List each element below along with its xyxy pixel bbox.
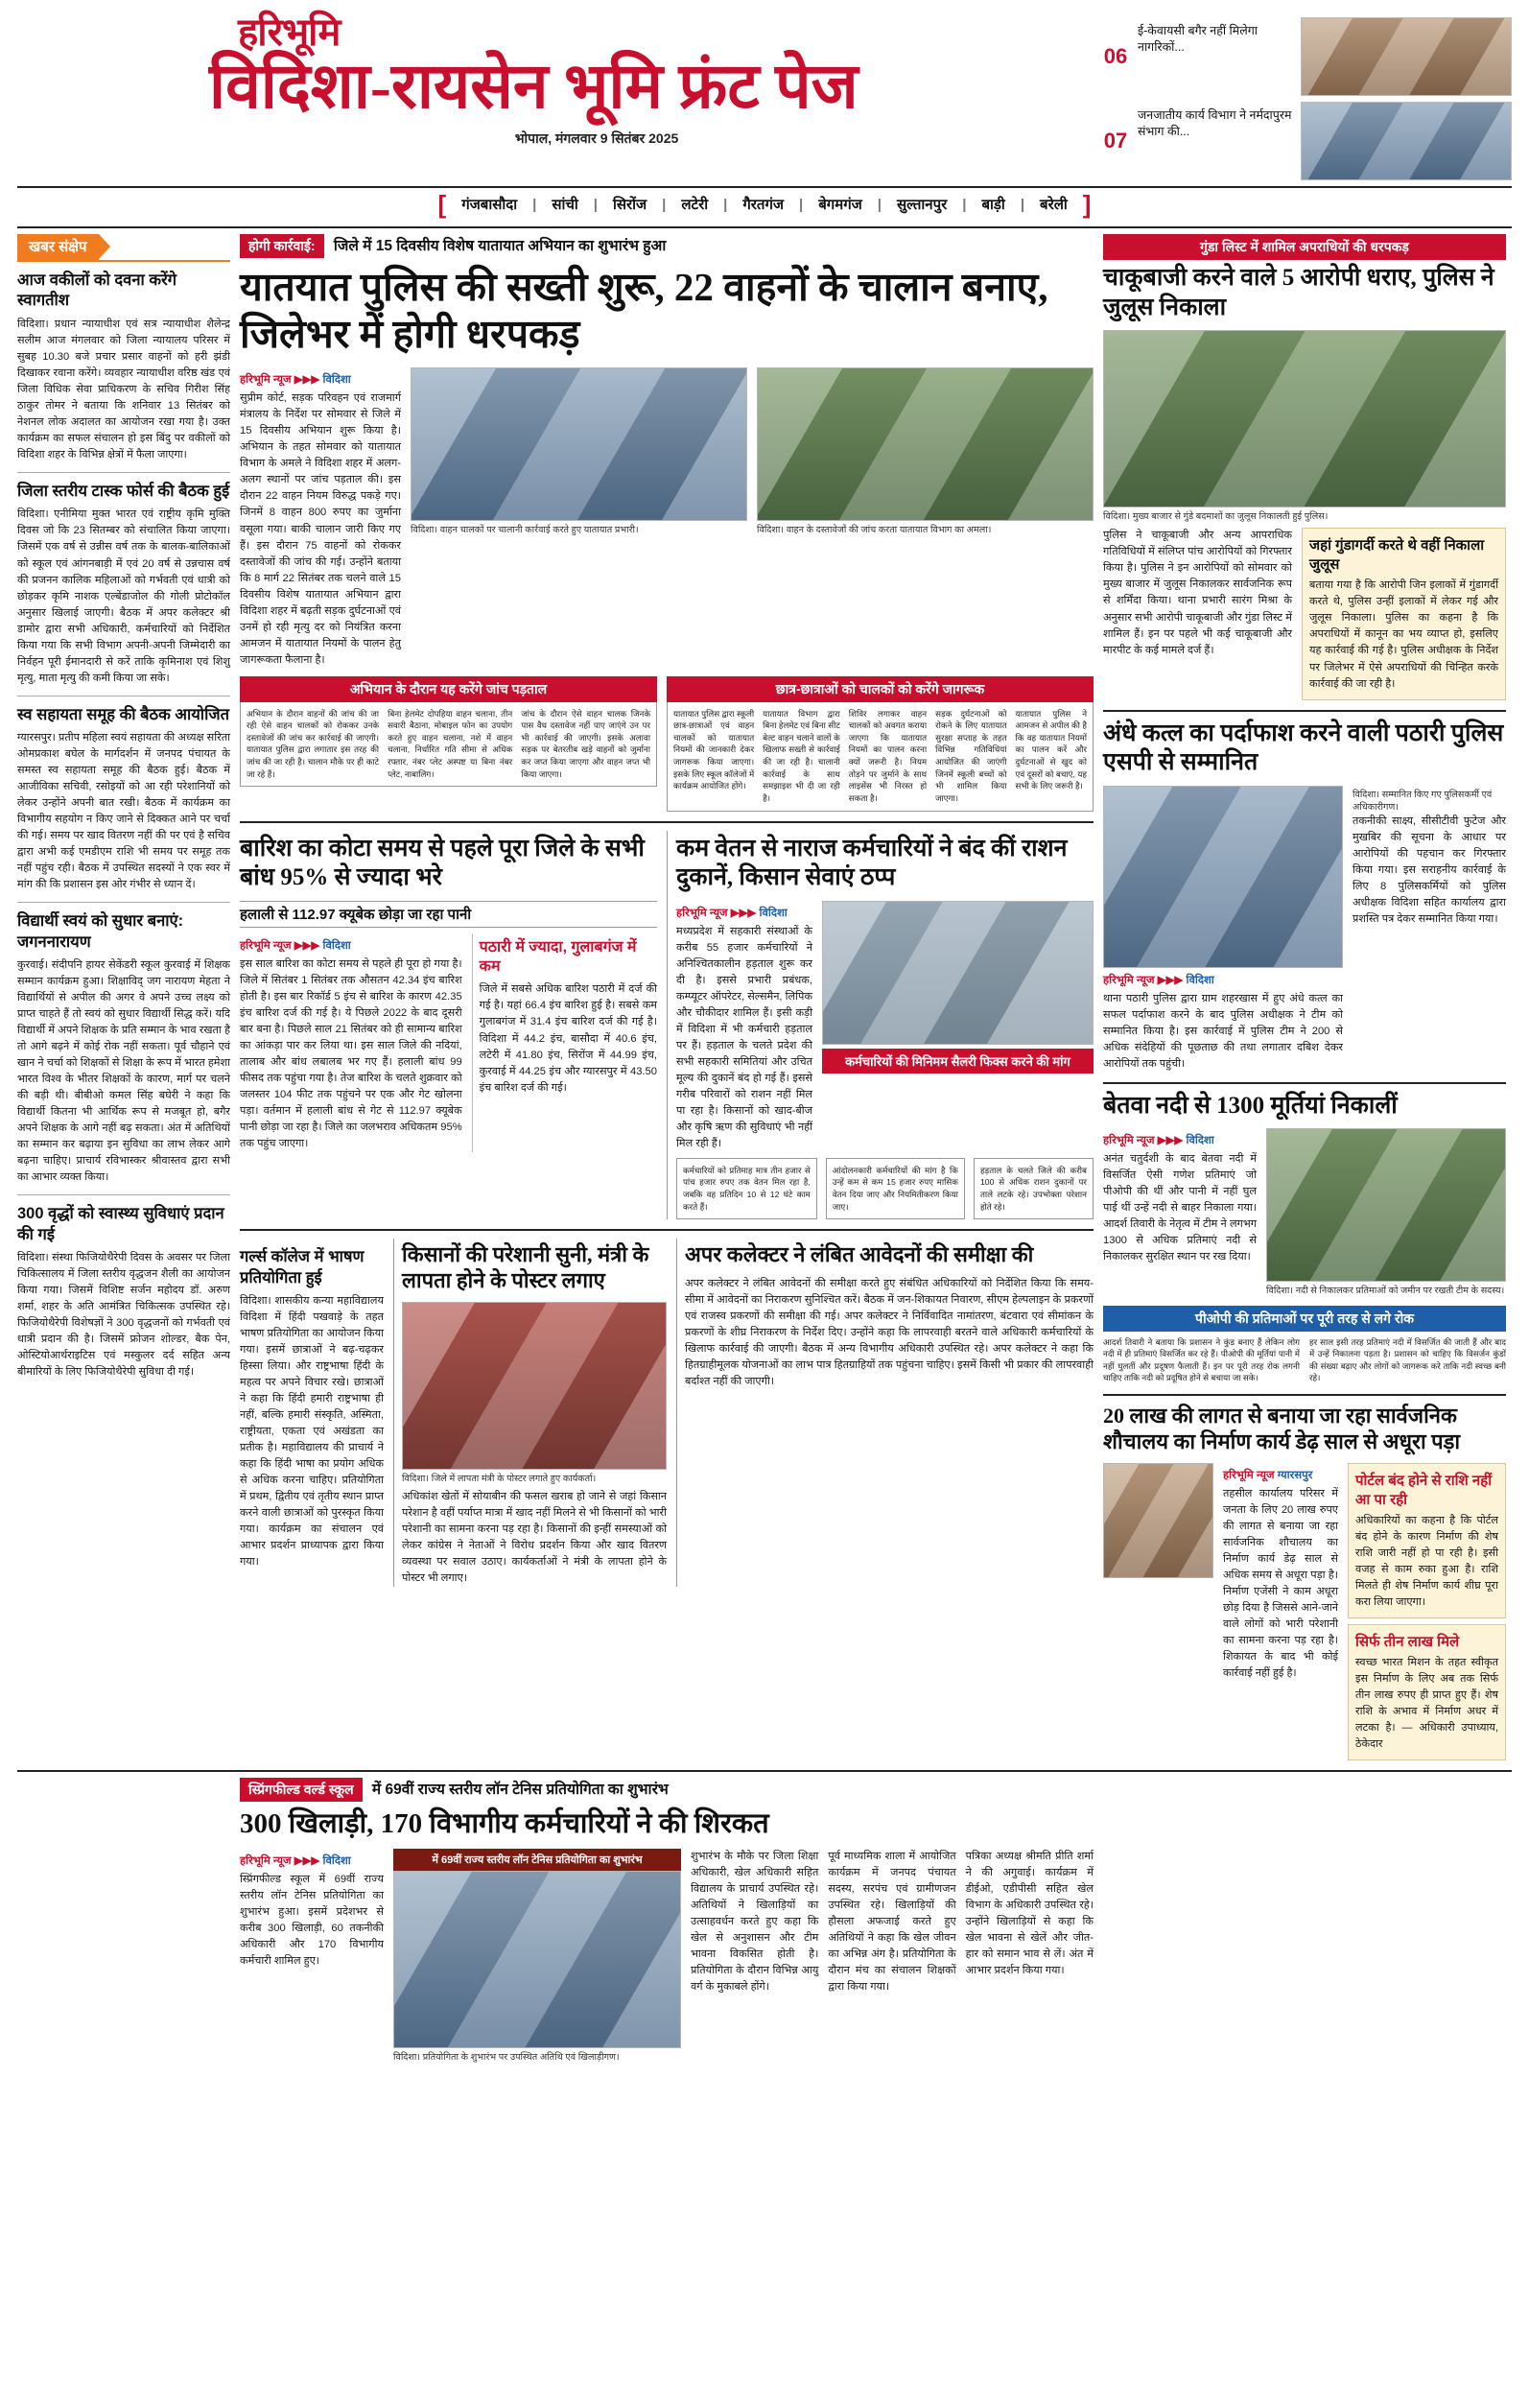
bracket-right-icon: ] bbox=[1082, 189, 1092, 219]
story-award-photo-wrap bbox=[1103, 786, 1343, 1073]
divider bbox=[240, 821, 1094, 823]
divider bbox=[1103, 1082, 1506, 1084]
band-left-columns bbox=[240, 702, 657, 788]
bottom-body bbox=[240, 1849, 1094, 2064]
brief-text: विदिशा। एनीमिया मुक्त भारत एवं राष्ट्रीय कृमि मुक्ति दिवस जो कि 23 सितम्बर को संचालित किया जाएगा। जिसमें एक वर्ष से उन्नीस वर्ष तक के बालक-बालिकाओं को स्कूल एवं आंगनबाड़ी में एवं 20 वर्ष से उन्नचास वर्ष की प्रजनन कालिक महिलाओं को गर्भवती एवं धात्री को छोड़कर कृमि नाशक एल्बेंडाजोल की गोली प्रोटोकॉल अनुसार खिलाई जाएगी। बैठक में अपर कलेक्टर श्री डामोर द्वारा सभी अधिकारी, कर्मचारियों को निर्देशित किया गया कि सभी विभाग अपनी-अपनी जिम्मेदारी का निर्वहन पूरी ईमानदारी से करें ताकि कृमिनाश एवं शिशु मृत्यु, माता मृत्यु की कमी किया जा सके। bbox=[17, 508, 230, 684]
byline-brand: हरिभूमि न्यूज bbox=[1223, 1469, 1275, 1481]
byline-location: विदिशा bbox=[322, 374, 351, 387]
story-award-photo bbox=[1103, 786, 1343, 968]
byline-brand: हरिभूमि न्यूज bbox=[1103, 1135, 1155, 1147]
divider bbox=[1103, 710, 1506, 712]
story-pop-col: आदर्श तिवारी ने बताया कि प्रशासन ने कुंड बनाए हैं लेकिन लोग नदी में ही प्रतिमाएं विसर्जित कर रहे हैं। पीओपी की मूर्तियां पानी में नहीं घुलतीं और प्रदूषण फैलाती हैं। इन पर पूरी तरह रोक लगनी चाहिए ताकि नदी को प्रदूषित होने से बचाया जा सके। bbox=[1103, 1336, 1300, 1383]
divider bbox=[17, 472, 230, 473]
story-employees-boxes bbox=[676, 1158, 1094, 1219]
story-college-text: विदिशा। शासकीय कन्या महाविद्यालय विदिशा में हिंदी पखवाड़े के तहत भाषण प्रतियोगिता का आयोजन किया गया। इसमें छात्राओं ने बढ़-चढ़कर हिस्सा लिया। और राष्ट्रभाषा हिंदी के महत्व पर अपने विचार रखे। छात्राओं ने कहा कि हिंदी हमारी राष्ट्रभाषा ही नहीं, बल्कि हमारी संस्कृति, अस्मिता, राष्ट्रीयता, एकता एवं अखंडता का प्रतीक है। महाविद्यालय की प्राचार्य ने कहा कि हिंदी भाषा का प्रयोग अधिक से अधिक करना चाहिए। प्रतियोगिता में प्रथम, द्वितीय एवं तृतीय स्थान प्राप्त करने वाली छात्राओं को पुरस्कृत किया गया। कार्यक्रम का संचालन एवं आभार प्रदर्शन प्राध्यापक द्वारा किया गया। bbox=[240, 1295, 384, 1569]
brief-headline: स्व सहायता समूह की बैठक आयोजित bbox=[17, 705, 229, 723]
story-knife-photo bbox=[1103, 330, 1506, 508]
story-award-text-left: थाना पठारी पुलिस द्वारा ग्राम शहरखास में हुए अंधे कत्ल का सफल पर्दाफाश करने के बाद पुलिस अधीक्षक ने टीम को सम्मानित किया है। इस कार्रवाई में पुलिस टीम ने 200 से अधिक संदेहियों की पूछताछ की तथा लगातार दबिश देकर आरोपियों तक पहुंची। bbox=[1103, 992, 1343, 1070]
editions-rule bbox=[17, 226, 1512, 228]
byline-brand: हरिभूमि न्यूज bbox=[676, 907, 728, 919]
photo-caption: विदिशा। वाहन चालकों पर चालानी कार्रवाई करते हुए यातायात प्रभारी। bbox=[411, 525, 639, 536]
photo-caption: विदिशा। वाहन के दस्तावेजों की जांच करता यातायात विभाग का अमला। bbox=[757, 525, 992, 536]
lead-kicker: जिले में 15 दिवसीय विशेष यातायात अभियान का शुभारंभ हुआ bbox=[333, 238, 667, 254]
byline bbox=[1223, 1468, 1338, 1482]
promo-item[interactable] bbox=[1099, 102, 1512, 180]
story-knife-headline: चाकूबाजी करने वाले 5 आरोपी धराए, पुलिस ने जुलूस निकाला bbox=[1103, 265, 1494, 320]
lead-photo-2-wrap bbox=[757, 367, 1094, 668]
lead-photo-2 bbox=[757, 367, 1094, 521]
masthead bbox=[17, 0, 1512, 180]
byline-brand: हरिभूमि न्यूज bbox=[240, 939, 292, 952]
bottom-tag: स्प्रिंगफील्ड वर्ल्ड स्कूल bbox=[240, 1778, 363, 1802]
story-idols-headline: बेतवा नदी से 1300 मूर्तियां निकालीं bbox=[1103, 1092, 1398, 1119]
section-tag-brief: खबर संक्षेप bbox=[17, 234, 99, 260]
story-dam-body bbox=[240, 933, 657, 1152]
promo-page-number: 06 bbox=[1103, 44, 1128, 68]
right-top-band: गुंडा लिस्ट में शामिल अपराधियों की धरपकड़ bbox=[1103, 234, 1506, 260]
sidebox-title: जहां गुंडागर्दी करते थे वहीं निकाला जुलूस bbox=[1309, 537, 1485, 574]
promo-image bbox=[1301, 17, 1512, 96]
story-toilet-headline: 20 लाख की लागत से बनाया जा रहा सार्वजनिक शौचालय का निर्माण कार्य डेढ़ साल से अधूरा पड़ा bbox=[1103, 1403, 1461, 1453]
lead-photo-1-wrap bbox=[411, 367, 747, 668]
story-dam-side bbox=[472, 933, 657, 1152]
bottom-kicker: में 69वीं राज्य स्तरीय लॉन टेनिस प्रतियोगिता का शुभारंभ bbox=[371, 1781, 669, 1798]
masthead-left bbox=[17, 13, 1099, 148]
lead-text-col bbox=[240, 367, 401, 668]
edition-dateline: भोपाल, मंगलवार 9 सितंबर 2025 bbox=[514, 130, 679, 147]
byline-location: विदिशा bbox=[1186, 974, 1214, 986]
story-knife-body bbox=[1103, 528, 1506, 699]
promo-item[interactable] bbox=[1099, 17, 1512, 96]
story-toilet-body bbox=[1103, 1463, 1506, 1760]
story-dam bbox=[240, 831, 657, 1220]
sidebox-title: पोर्टल बंद होने से राशि नहीं आ पा रही bbox=[1355, 1472, 1493, 1508]
story-pop-col: हर साल इसी तरह प्रतिमाएं नदी में विसर्जित की जाती हैं और बाद में उन्हें निकालना पड़ता है। प्रशासन को चाहिए कि विसर्जन कुंडों की संख्या बढ़ाए और लोगों को जागरूक करे ताकि नदी स्वच्छ बनी रहे। bbox=[1309, 1336, 1506, 1383]
photo-caption: विदिशा। मुख्य बाजार से गुंडे बदमाशों का जुलूस निकालती हुई पुलिस। bbox=[1103, 511, 1329, 522]
story-college-headline: गर्ल्स कॉलेज में भाषण प्रतियोगिता हुई bbox=[240, 1248, 365, 1287]
story-employees bbox=[667, 831, 1094, 1220]
story-award-body bbox=[1103, 786, 1506, 1073]
story-applications-text: अपर कलेक्टर ने लंबित आवेदनों की समीक्षा करते हुए संबंधित अधिकारियों को निर्देशित किया कि समय-सीमा में आवेदनों का निराकरण सुनिश्चित करें। बैठक में जन-शिकायत निवारण, सीएम हेल्पलाइन के प्रकरणों एवं राजस्व प्रकरणों की समीक्षा की गई। अपर कलेक्टर ने निर्विवादित नामांतरण, बंटवारा एवं सीमांकन के प्रकरणों के शीघ्र निराकरण के निर्देश दिए। उन्होंने कहा कि लापरवाही बरतने वाले अधिकारी कर्मचारियों के खिलाफ कार्रवाई की जाएगी। बैठक में अन्य विभागीय अधिकारी उपस्थित रहे। अपर कलेक्टर ने कहा कि हितग्राहीमूलक योजनाओं का लाभ पात्र हितग्राहियों तक पहुंचना चाहिए। इसमें किसी भी प्रकार की लापरवाही बर्दाश्त नहीं की जाएगी। bbox=[685, 1278, 1094, 1388]
brief-text: विदिशा। प्रधान न्यायाधीश एवं सत्र न्यायाधीश शैलेन्द्र सलीम आज मंगलवार को जिला न्यायालय परिसर में सुबह 10.30 बजे प्रचार प्रसार वाहनों को हरी झंडी दिखाकर रवाना करेंगे। व्यवहार न्यायाधीश वरिष्ठ खंड एवं जिला विधिक सेवा प्राधिकरण के सचिव गिरीश सिंह ठाकुर तोमर ने बताया कि शनिवार 13 सितंबर को नेशनल लोक अदालत का आयोजन रखा गया है। उक्त कार्यक्रम का सफल संचालन हो इस बिंदु पर वकीलों को विदिशा शहर के विभिन्न क्षेत्रों में फैला जाएगा। bbox=[17, 318, 230, 460]
story-farmer bbox=[393, 1239, 667, 1587]
story-employees-text: मध्यप्रदेश में सहकारी संस्थाओं के करीब 55 हजार कर्मचारियों ने अनिश्चितकालीन हड़ताल शुरू कर दी है। इससे प्रभारी प्रबंधक, कम्प्यूटर ऑपरेटर, सेल्समैन, लिपिक और चौकीदार शामिल हैं। इसी कड़ी में विदिशा में भी कर्मचारी हड़ताल पर हैं। हड़ताल के चलते प्रदेश की सभी सहकारी समितियां और उचित मूल्य की दुकानें बंद हो गई हैं। इससे गरीब परिवारों को राशन नहीं मिल पा रहा है। किसानों को खाद-बीज और कृषि ऋण की सुविधाएं भी नहीं मिल रही हैं। bbox=[676, 925, 812, 1149]
edition-item[interactable]: लटेरी bbox=[681, 197, 709, 213]
story-employees-caption-band: कर्मचारियों की मिनिमम सैलरी फिक्स करने की मांग bbox=[822, 1049, 1094, 1074]
byline: हरिभूमि न्यूज ▶▶▶ विदिशा bbox=[1103, 974, 1214, 986]
band-title: अभियान के दौरान यह करेंगे जांच पड़ताल bbox=[240, 676, 657, 702]
promo-text: ई-केवायसी बगैर नहीं मिलेगा नागरिकों... bbox=[1138, 24, 1258, 54]
story-knife-sidebox bbox=[1302, 528, 1506, 699]
fact-box: हड़ताल के चलते जिले की करीब 100 से अधिक राशन दुकानों पर ताले लटके रहे। उपभोक्ता परेशान होते रहे। bbox=[974, 1158, 1094, 1219]
bottom-col-1 bbox=[240, 1849, 384, 2064]
micro-col: बिना हेलमेट दोपहिया वाहन चलाना, तीन सवारी बैठाना, मोबाइल फोन का उपयोग करते हुए वाहन चलाना, नशे में वाहन चलाना, निर्धारित गति सीमा से अधिक रफ्तार, नंबर प्लेट अस्पष्ट या बिना नंबर प्लेट, नाबालिग। bbox=[388, 708, 513, 779]
sidebox-text: अधिकारियों का कहना है कि पोर्टल बंद होने के कारण निर्माण की शेष राशि जारी नहीं हो पा रही है। इसी वजह से काम रुका हुआ है। राशि मिलते ही शेष निर्माण कार्य शीघ्र पूरा करा लिया जाएगा। bbox=[1355, 1514, 1498, 1608]
story-employees-photo-wrap bbox=[822, 901, 1094, 1152]
story-employees-photo bbox=[822, 901, 1094, 1045]
fact-box: आंदोलनकारी कर्मचारियों की मांग है कि उन्हें कम से कम 15 हजार रुपए मासिक वेतन दिया जाए और नियमितीकरण किया जाए। bbox=[826, 1158, 965, 1219]
bottom-center bbox=[240, 1778, 1094, 2065]
edition-item[interactable]: सांची bbox=[552, 197, 578, 213]
divider bbox=[17, 902, 230, 903]
byline-brand: हरिभूमि न्यूज bbox=[240, 1855, 292, 1868]
story-dam-main bbox=[240, 933, 462, 1152]
story-dam-subhead: हलाली से 112.97 क्यूबेक छोड़ा जा रहा पानी bbox=[240, 901, 657, 928]
photo-caption: विदिशा। सम्मानित किए गए पुलिसकर्मी एवं अधिकारीगण। bbox=[1353, 789, 1493, 813]
lead-photo-1 bbox=[411, 367, 747, 521]
story-toilet-photo bbox=[1103, 1463, 1213, 1578]
bottom-kicker-row bbox=[240, 1778, 1094, 1802]
bottom-text-3: पूर्व माध्यमिक शाला में आयोजित कार्यक्रम में जनपद पंचायत सदस्य, सरपंच एवं ग्रामीणजन उपस्थित रहे। खिलाड़ियों की हौसला अफजाई करते हुए अतिथियों ने कहा कि खेल जीवन का अभिन्न अंग है। प्रतियोगिता के दौरान मंच का संचालन शिक्षकों द्वारा किया गया। bbox=[828, 1851, 956, 1994]
story-pop-band: पीओपी की प्रतिमाओं पर पूरी तरह से लगे रोक bbox=[1103, 1306, 1506, 1332]
story-toilet-text: तहसील कार्यालय परिसर में जनता के लिए 20 लाख रुपए की लागत से बनाया जा रहा सार्वजनिक शौचालय का निर्माण कार्य डेढ़ साल से अधिक समय से अधूरा पड़ा है। निर्माण एजेंसी ने काम अधूरा छोड़ दिया है जिससे आने-जाने वाले लोगों को भारी परेशानी का सामना करना पड़ रहा है। शिकायत के बाद भी कोई कार्रवाई नहीं हुई है। bbox=[1223, 1487, 1338, 1679]
micro-col: यातायात पुलिस ने आमजन से अपील की है कि वह यातायात नियमों का पालन करें और दुर्घटनाओं से खुद को एवं दूसरों को बचाएं, यह सभी के लिए जरूरी है। bbox=[1015, 708, 1088, 791]
lead-body-row bbox=[240, 367, 1094, 668]
micro-col: यातायात पुलिस द्वारा स्कूली छात्र-छात्राओं एवं वाहन चालकों को यातायात नियमों की जानकारी देकर जागरूक किया जाएगा। इसके लिए स्कूल कॉलेजों में कार्यक्रम आयोजित होंगे। bbox=[673, 708, 755, 791]
promo-page-number: 07 bbox=[1103, 129, 1128, 153]
micro-col: यातायात विभाग द्वारा बिना हेलमेट एवं बिना सीट बेल्ट वाहन चलाने वालों के खिलाफ सख्ती से कार्रवाई की जा रही है। चालानी कार्रवाई के साथ समझाइश भी दी जा रही है। bbox=[763, 708, 840, 803]
story-idols-text-col bbox=[1103, 1128, 1257, 1297]
edition-item[interactable]: बेगमगंज bbox=[818, 197, 862, 213]
story-employees-body bbox=[676, 901, 1094, 1152]
story-dam-text: इस साल बारिश का कोटा समय से पहले ही पूरा हो गया है। जिले में सितंबर 1 सितंबर तक औसतन 42.34 इंच बारिश होती है। इस बार रिकॉर्ड 5 इंच से बारिश के कारण 42.35 इंच बारिश दर्ज की गई है। ये पिछले 2022 के बाद दूसरी बार बना है। पिछले साल 21 सितंबर को ही सामान्य बारिश का आंकड़ा पार कर लिया था। इस साल जिले की नदियां, तालाब और बांध लबालब भर गए हैं। हलाली बांध 99 फीसद तक पहुंचा गया है। तेज बारिश के चलते शुक्रवार को जलस्तर 104 फीट तक पहुंचने पर एक और गेट खोलना पड़ा। वर्तमान में हलाली बांध से गेट से 112.97 क्यूबेक पानी छोड़ा जा रहा है। जिले का जलभराव अधिकतम 95% तक पहुंच जाएगा। bbox=[240, 957, 462, 1149]
promo-strip bbox=[1099, 13, 1512, 180]
bottom-headline: 300 खिलाड़ी, 170 विभागीय कर्मचारियों ने की शिरकत bbox=[240, 1807, 769, 1839]
bottom-text-1: स्प्रिंगफील्ड स्कूल में 69वीं राज्य स्तरीय लॉन टेनिस प्रतियोगिता का शुभारंभ हुआ। इसमें प्रदेशभर से करीब 300 खिलाड़ी, 60 तकनीकी अधिकारी और 170 विभागीय कर्मचारी शामिल हुए। bbox=[240, 1874, 384, 1968]
divider bbox=[1103, 1394, 1506, 1396]
brief-text: कुरवाई। संदीपनि हायर सेकेंडरी स्कूल कुरवाई में शिक्षक सम्मान कार्यक्रम हुआ। शिक्षाविद् जग नारायण मेहता ने विद्यार्थियों से अपील की अगर वे अपने उच्च लक्ष्य को प्राप्त चाहते हैं तो स्वयं को सुधार विद्यार्थी सिद्ध करें। यदि विद्यार्थी में अपने शिक्षक के प्रति सम्मान के भाव रखता है तो आगे बढ़ने में कोई रोक नहीं सकता। पूर्व चौहाने एवं खान ने चर्चा को शिक्षकों से शिक्षा के रूप में भारत हमेशा भारत विश्व के भीतर शिक्षकों के कारण, मार्ग पर चलने की बड़ी थी। बीबीओ कमल सिंह बघेरी ने कहा कि विद्यार्थी कितना भी आर्थिक रूप से मजबूत हो, बगैर अपने शिक्षक के आगे नहीं बढ़ सकता। अंत में अतिथियों का सम्मान कर बढ़ाया इन सुविधा का लाभ लेकर आगे बढ़ना चाहिए। प्राचार्य रविभास्कर श्रीवास्तव द्वारा सभी का आभार व्यक्त किया। bbox=[17, 959, 230, 1184]
bottom-left-spacer bbox=[17, 1778, 230, 2065]
story-applications bbox=[676, 1239, 1094, 1587]
brief-headline: विद्यार्थी स्वयं को सुधार बनाएं: जगननारायण bbox=[17, 912, 184, 951]
promo-image bbox=[1301, 102, 1512, 180]
bottom-photo-band: में 69वीं राज्य स्तरीय लॉन टेनिस प्रतियोगिता का शुभारंभ bbox=[393, 1849, 681, 1871]
story-toilet-sidebox-1 bbox=[1348, 1463, 1506, 1618]
bracket-left-icon: [ bbox=[437, 189, 447, 219]
story-award-text-right: तकनीकी साक्ष्य, सीसीटीवी फुटेज और मुखबिर की सूचना के आधार पर आरोपियों की पहचान कर गिरफ्तार किया गया। इस सराहनीय कार्रवाई के लिए 8 पुलिसकर्मियों को पुलिस अधीक्षक विदिशा सहित कार्यालय द्वारा प्रशस्ति पत्र देकर सम्मानित किया गया। bbox=[1353, 815, 1506, 926]
edition-item[interactable]: सुल्तानपुर bbox=[897, 197, 948, 213]
story-dam-side-head: पठारी में ज्यादा, गुलाबगंज में कम bbox=[479, 938, 637, 975]
byline-location: ग्यारसपुर bbox=[1277, 1469, 1313, 1481]
brief-headline: जिला स्तरीय टास्क फोर्स की बैठक हुई bbox=[17, 483, 230, 501]
lead-kicker-row bbox=[240, 234, 1094, 258]
edition-item[interactable]: बाड़ी bbox=[981, 197, 1005, 213]
bottom-photo bbox=[393, 1871, 681, 2048]
byline-location: विदिशा bbox=[1186, 1135, 1214, 1147]
brief-section-tag-wrap bbox=[17, 234, 230, 260]
mid-stories-row bbox=[240, 831, 1094, 1220]
sidebox-text: स्वच्छ भारत मिशन के तहत स्वीकृत इस निर्माण के लिए अब तक सिर्फ तीन लाख रुपए ही प्राप्त हुए हैं। शेष राशि के अभाव में निर्माण अधर में लटका है। — अधिकारी उपाध्याय, ठेकेदार bbox=[1355, 1656, 1498, 1750]
photo-caption: विदिशा। प्रतियोगिता के शुभारंभ पर उपस्थित अतिथि एवं खिलाड़ीगण। bbox=[393, 2052, 620, 2064]
story-employees-headline: कम वेतन से नाराज कर्मचारियों ने बंद कीं राशन दुकानें, किसान सेवाएं ठप्प bbox=[676, 835, 1068, 891]
story-toilet-sidebox-2 bbox=[1348, 1624, 1506, 1760]
photo-caption: विदिशा। नदी से निकालकर प्रतिमाओं को जमीन पर रखती टीम के सदस्य। bbox=[1266, 1286, 1505, 1297]
byline-brand: हरिभूमि न्यूज bbox=[1103, 974, 1155, 986]
story-pop-body bbox=[1103, 1336, 1506, 1384]
micro-col: अभियान के दौरान वाहनों की जांच की जा रही ऐसे वाहन चालकों को रोककर उनके दस्तावेजों की जांच कर कार्रवाई की जाएगी। यातायात पुलिस द्वारा लगातार इस तरह की जांच की जा रही है। चालान मौके पर ही काटे जा रहे हैं। bbox=[247, 708, 380, 779]
promo-text: जनजातीय कार्य विभाग ने नर्मदापुरम संभाग की... bbox=[1138, 108, 1292, 138]
band-right-columns bbox=[667, 702, 1094, 812]
byline: हरिभूमि न्यूज ▶▶▶ विदिशा bbox=[240, 939, 351, 952]
lead-text: सुप्रीम कोर्ट, सड़क परिवहन एवं राजमार्ग मंत्रालय के निर्देश पर सोमवार से जिले में 15 दिवसीय अभियान शुरू किया है। अभियान के तहत सोमवार को यातायात विभाग के अमले ने विदिशा शहर में अलग-अलग स्थानों पर जांच पड़ताल की। इस दौरान 22 वाहन नियम विरुद्ध पकड़े गए। जिनमें 8 वाहन 800 रुपए का जुर्माना वसूला गया। बाकी चालान जारी किए गए हैं। इस दौरान 75 वाहनों को रोककर दस्तावेजों की जांच की गई। उन्होंने बताया कि 8 मार्ग 22 सितंबर तक चलने वाले 15 दिवसीय विशेष यातायात अभियान द्वारा विदिशा शहर में बढ़ती सड़क दुर्घटनाओं एवं उनमें हो रही मृत्यु दर को नियंत्रित करना आमजन में यातायात नियमों के पालन हेतु जागरूकता फैलाना है। bbox=[240, 392, 401, 666]
story-knife-text: पुलिस ने चाकूबाजी और अन्य आपराधिक गतिविधियों में संलिप्त पांच आरोपियों को गिरफ्तार किया है। पुलिस ने इन आरोपियों को सोमवार को मुख्य बाजार में जुलूस निकालकर सार्वजनिक रूप से शर्मिंदा किया। थाना प्रभारी सारंग मिश्रा के अनुसार सभी आरोपी चाकूबाजी और गुंडा लिस्ट में शामिल हैं। इन पर पहले भी कई चाकूबाजी और मारपीट के कई मामले दर्ज हैं। bbox=[1103, 530, 1292, 656]
left-column bbox=[17, 234, 230, 1760]
story-college bbox=[240, 1239, 384, 1587]
band-title: छात्र-छात्राओं को चालकों को करेंगे जागरूक bbox=[667, 676, 1094, 702]
micro-col: शिविर लगाकर वाहन चालकों को अवगत कराया जाएगा कि यातायात नियमों का पालन करना क्यों जरूरी है। नियम तोड़ने पर जुर्माने के साथ लाइसेंस भी निरस्त हो सकता है। bbox=[848, 708, 928, 803]
byline: हरिभूमि न्यूज ▶▶▶ विदिशा bbox=[676, 907, 788, 919]
bottom-rule bbox=[17, 1770, 1512, 1772]
edition-item[interactable]: गैरतगंज bbox=[742, 197, 785, 213]
story-idols-photo bbox=[1266, 1128, 1506, 1282]
story-award-right bbox=[1353, 786, 1506, 1073]
story-award-headline: अंधे कत्ल का पर्दाफाश करने वाली पठारी पुलिस एसपी से सम्मानित bbox=[1103, 720, 1504, 776]
divider bbox=[240, 1229, 1094, 1231]
bottom-right-spacer bbox=[1103, 1778, 1506, 2065]
brand-logo: हरिभूमि bbox=[238, 11, 341, 54]
info-band-left bbox=[240, 676, 657, 812]
info-band-right bbox=[667, 676, 1094, 812]
micro-col: जांच के दौरान ऐसे वाहन चालक जिनके पास वैध दस्तावेज नहीं पाए जाएंगे उन पर भी कार्रवाई की जाएगी। इसके अलावा सड़क पर बेतरतीब खड़े वाहनों को जुर्माना कर जप्त किया जाएगा और वाहन जप्त भी किया जाएगा। bbox=[521, 708, 650, 779]
byline: हरिभूमि न्यूज ▶▶▶ विदिशा bbox=[240, 1855, 351, 1868]
bottom-text-4: पत्रिका अध्यक्ष श्रीमति प्रीति शर्मा ने की अगुवाई। कार्यक्रम में डीईओ, एडीपीसी सहित खेल विभाग के अधिकारी उपस्थित रहे। उन्होंने खिलाड़ियों से कहा कि खेल भावना से खेलें और जीत-हार को समान भाव से लें। अंत में आभार प्रदर्शन किया गया। bbox=[965, 1851, 1094, 1977]
edition-item[interactable]: गंजबासौदा bbox=[461, 197, 518, 213]
brief-text: विदिशा। संस्था फिजियोथैरेपी दिवस के अवसर पर जिला चिकित्सालय में जिला स्तरीय वृद्धजन शैली का आयोजन किया गया। जिसमें विशिष्ट सर्जन महोदय डॉ. अरुण शर्मा, शहर के अति आमंत्रित चिकित्सक उपस्थित रहे। फिजियोथैरेपी विशेषज्ञों ने 300 वृद्धजनों को गर्भवती एवं धात्री प्रदान की है। जिसमें फ्रोजन शोल्डर, बैक पेन, ओस्टियोआर्थराइटिस एवं मस्कुलर दर्द सहित अन्य बीमारियों के लिए फिजियोथैरेपी सुविधा दी गई। bbox=[17, 1252, 230, 1379]
story-dam-headline: बारिश का कोटा समय से पहले पूरा जिले के सभी बांध 95% से ज्यादा भरे bbox=[240, 835, 645, 891]
story-idols-text: अनंत चतुर्दशी के बाद बेतवा नदी में विसर्जित ऐसी गणेश प्रतिमाएं जो पीओपी की थीं और पानी में नहीं घुल पाई थीं उन्हें नदी से बाहर निकाला गया। आदर्श तिवारी के नेतृत्व में टीम ने लगभग 1300 से अधिक प्रतिमाएं नदी से निकालकर सुरक्षित स्थान पर रख दिया। bbox=[1103, 1153, 1257, 1263]
bottom-grid bbox=[17, 1778, 1512, 2065]
lead-headline: यातयात पुलिस की सख्ती शुरू, 22 वाहनों के चालान बनाए, जिलेभर में होगी धरपकड़ bbox=[240, 265, 1048, 357]
center-column bbox=[240, 234, 1094, 1760]
story-dam-side-text: जिले में सबसे अधिक बारिश पठारी में दर्ज की गई है। यहां 66.4 इंच बारिश हुई है। सबसे कम गुलाबगंज में 31.4 इंच बारिश दर्ज की गई है। विदिशा में 44.2 इंच, बासौदा में 40.6 इंच, लटेरी में 41.80 इंच, सिरोंज में 44.99 इंच, कुरवाई में 44.25 इंच और ग्यारसपुर में 43.50 इंच बारिश दर्ज की गई। bbox=[479, 983, 657, 1094]
fact-box: कर्मचारियों को प्रतिमाह मात्र तीन हजार से पांच हजार रुपए तक वेतन मिल रहा है, जबकि वह प्रतिदिन 10 से 12 घंटे काम करते हैं। bbox=[676, 1158, 817, 1219]
micro-col: सड़क दुर्घटनाओं को रोकने के लिए यातायात सुरक्षा सप्ताह के तहत विभिन्न गतिविधियां आयोजित की जाएंगी जिनमें स्कूली बच्चों को भी शामिल किया जाएगा। bbox=[935, 708, 1007, 803]
editions-bar: [ गंजबासौदा | सांची | सिरोंज | लटेरी | गैरतगंज | बेगमगंज | सुल्तानपुर | बाड़ी | बरेली ] bbox=[437, 189, 1092, 219]
page-title: विदिशा-रायसेन भूमि फ्रंट पेज bbox=[209, 52, 859, 122]
divider bbox=[17, 1194, 230, 1195]
content-grid bbox=[17, 234, 1512, 1760]
story-employees-text-col bbox=[676, 901, 812, 1152]
story-toilet-photo-wrap bbox=[1103, 1463, 1213, 1760]
byline: हरिभूमि न्यूज ▶▶▶ विदिशा bbox=[1103, 1135, 1214, 1147]
story-applications-headline: अपर कलेक्टर ने लंबित आवेदनों की समीक्षा की bbox=[685, 1242, 1034, 1267]
sidebox-title: सिर्फ तीन लाख मिले bbox=[1355, 1633, 1460, 1650]
byline-location: विदिशा bbox=[322, 939, 351, 952]
brief-headline: 300 वृद्धों को स्वास्थ्य सुविधाएं प्रदान की गई bbox=[17, 1205, 224, 1243]
edition-item[interactable]: बरेली bbox=[1040, 197, 1068, 213]
story-toilet-side bbox=[1348, 1463, 1506, 1760]
info-bands bbox=[240, 676, 1094, 812]
story-idols-photo-wrap bbox=[1266, 1128, 1506, 1297]
story-farmer-photo bbox=[402, 1302, 667, 1470]
right-column bbox=[1103, 234, 1506, 1760]
brief-headline: आज वकीलों को दवना करेंगे स्वागतीश bbox=[17, 271, 177, 310]
brief-text: ग्यारसपुर। प्रतीप महिला स्वयं सहायता की अध्यक्ष सरिता ओमप्रकाश बघेल के मार्गदर्शन में जनपद पंचायत के समस्त स्व सहायता समूह की बैठक हुई। बैठक में आजीविका सचिवी, रसोइयों को आ रही परेशानियों को लेकर उन्होंने अपनी बात रखी। बैठक में कार्यक्रम का विभागीय सहयोग न किए जाने से दिक्कत आने पर चर्चा की गई। समय पर खाद वितरण नहीं की पर एवं है सचिव द्वारा अभी कई एमडीएम राशि भी समय पर समूह तक नहीं पहुंच रही। बैठक में उपस्थित सदस्यों ने एक स्वर में मांग की कि प्रशासन इस ओर गंभीर से ध्यान दें। bbox=[17, 732, 230, 891]
lower-stories-row bbox=[240, 1239, 1094, 1587]
sidebox-text: बताया गया है कि आरोपी जिन इलाकों में गुंडागर्दी करते थे, पुलिस उन्हीं इलाकों में लेकर गई और जुलूस निकाला। पुलिस का कहना है कि अपराधियों में कानून का भय व्याप्त हो, इसलिए यह कार्रवाई की गई है। पुलिस अधीक्षक के निर्देश पर जिलेभर में ऐसे अपराधियों की चिन्हित करके कार्रवाई की जा रही है। bbox=[1309, 579, 1498, 690]
edition-item[interactable]: सिरोंज bbox=[612, 197, 647, 213]
story-farmer-text: अधिकांश खेतों में सोयाबीन की फसल खराब हो जाने से जहां किसान परेशान है वहीं पर्याप्त मात्रा में खाद नहीं मिलने से भी किसानों को भारी परेशानी का सामना करना पड़ रहा है। किसानों की इन्हीं समस्याओं को लेकर कांग्रेस ने नेताओं ने विरोध प्रदर्शन किया और खाद वितरण व्यवस्था पर सवाल उठाए। कार्यकर्ताओं ने मंत्री के लापता होने के पोस्टर भी लगाए। bbox=[402, 1491, 667, 1585]
lead-tag: होगी कार्रवाई: bbox=[240, 234, 324, 258]
story-farmer-headline: किसानों की परेशानी सुनी, मंत्री के लापता होने के पोस्टर लगाए bbox=[402, 1242, 649, 1292]
photo-caption: विदिशा। जिले में लापता मंत्री के पोस्टर लगाते हुए कार्यकर्ता। bbox=[402, 1473, 597, 1484]
story-toilet-text-col bbox=[1223, 1463, 1338, 1760]
bottom-photo-wrap bbox=[393, 1849, 681, 2064]
byline-location: विदिशा bbox=[759, 907, 788, 919]
bottom-text-2: शुभारंभ के मौके पर जिला शिक्षा अधिकारी, खेल अधिकारी सहित विद्यालय के प्राचार्य उपस्थित रहे। अतिथियों ने खिलाड़ियों का उत्साहवर्धन करते हुए कहा कि खेल से अनुशासन और टीम भावना विकसित होती है। प्रतियोगिता के दौरान विभिन्न आयु वर्ग के मुकाबले होंगे। bbox=[691, 1851, 819, 1994]
byline-location: विदिशा bbox=[322, 1855, 351, 1868]
byline-brand: हरिभूमि न्यूज bbox=[240, 374, 292, 387]
byline: हरिभूमि न्यूज ▶▶▶ विदिशा bbox=[240, 374, 351, 387]
story-idols-body bbox=[1103, 1128, 1506, 1297]
